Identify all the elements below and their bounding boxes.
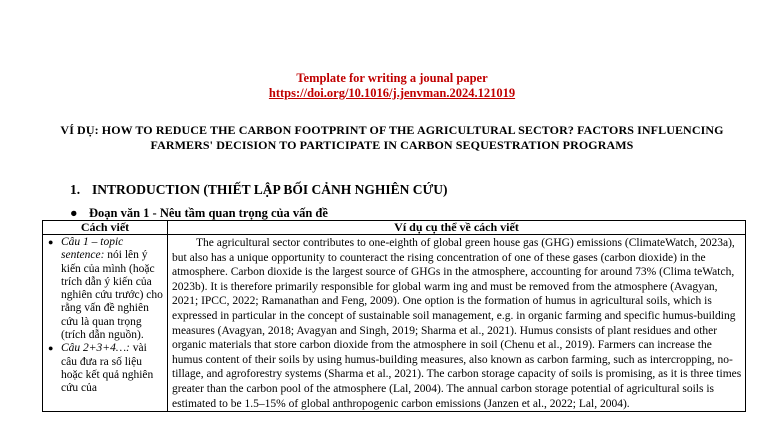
note-label: Câu 2+3+4…:	[61, 342, 130, 355]
note-label: Câu 1 – topic sentence:	[61, 236, 124, 262]
writing-guide-table	[42, 220, 746, 412]
bullet-icon: ●	[70, 206, 78, 220]
note-text: nói lên ý kiến của mình (hoặc trích dẫn ý kiến của nghiên cứu trước) cho rằng vấn đề nghiên cứu là quan trọng (trích dẫn nguồn).	[61, 249, 163, 342]
section-number: 1.	[70, 182, 81, 197]
table-header-row	[43, 221, 746, 235]
list-item	[48, 342, 165, 395]
doi-link[interactable]: https://doi.org/10.1016/j.jenvman.2024.121019	[268, 86, 516, 100]
example-paragraph: The agricultural sector contributes to one-eighth of global green house gas (GHG) emissions (ClimateWatch, 2023a), but also has a unique opportunity to counteract the rising concentration of one of these gases (carbon dioxide) in the atmosphere. Carbon dioxide is the largest source of GHGs in the atmosphere, accounting for around 73% (Clima teWatch, 2023b). It is therefore primarily responsible for global warm ing and must be removed from the atmosphere (Avagyan, 2021; IPCC, 2022; Ramanathan and Feng, 2009). One option is the formation of humus in agricultural soils, which is expressed in particular in the concept of sustainable soil management, e.g. in organic farming and specific humus-building measures (Avagyan, 2018; Avagyan and Singh, 2019; Sharma et al., 2021). Humus consists of plant residues and other organic materials that store carbon dioxide from the atmosphere in soil (Chenu et al., 2019). Farmers can increase the humus content of their soils by using humus-building measures, also known as carbon farming, such as intercropping, no-tillage, and agroforestry systems (Sharma et al., 2021). The carbon storage capacity of soils is promising, as it is three times greater than the carbon pool of the atmosphere (Lal, 2004). The annual carbon storage potential of agricultural soils is estimated to be 1.5–15% of global anthropogenic carbon emissions (Janzen et al., 2022; Lal, 2004).	[172, 237, 742, 410]
paper-title: VÍ DỤ: HOW TO REDUCE THE CARBON FOOTPRINT OF THE AGRICULTURAL SECTOR? FACTORS INFLUENCING FARMERS' DECISION TO PARTICIPATE IN CARBON SEQUESTRATION PROGRAMS	[60, 123, 724, 152]
bullet-icon: ●	[48, 237, 54, 247]
paragraph-heading	[70, 206, 328, 221]
template-note: Template for writing a jounal paper	[296, 71, 488, 85]
bullet-icon: ●	[48, 343, 54, 354]
section-heading	[70, 181, 448, 198]
table-row	[43, 235, 746, 412]
method-cell	[43, 235, 168, 412]
example-cell	[168, 235, 746, 412]
method-notes	[45, 236, 165, 396]
paragraph-heading-text: Đoạn văn 1 - Nêu tầm quan trọng của vấn đề	[89, 206, 328, 220]
column-header-method: Cách viết	[43, 221, 168, 235]
list-item	[48, 236, 165, 342]
note-text: vài câu đưa ra số liệu hoặc kết quả nghiên cứu của	[61, 342, 154, 395]
column-header-example: Ví dụ cụ thể về cách viết	[168, 221, 746, 235]
section-title: INTRODUCTION (THIẾT LẬP BỐI CẢNH NGHIÊN CỨU)	[92, 182, 448, 197]
